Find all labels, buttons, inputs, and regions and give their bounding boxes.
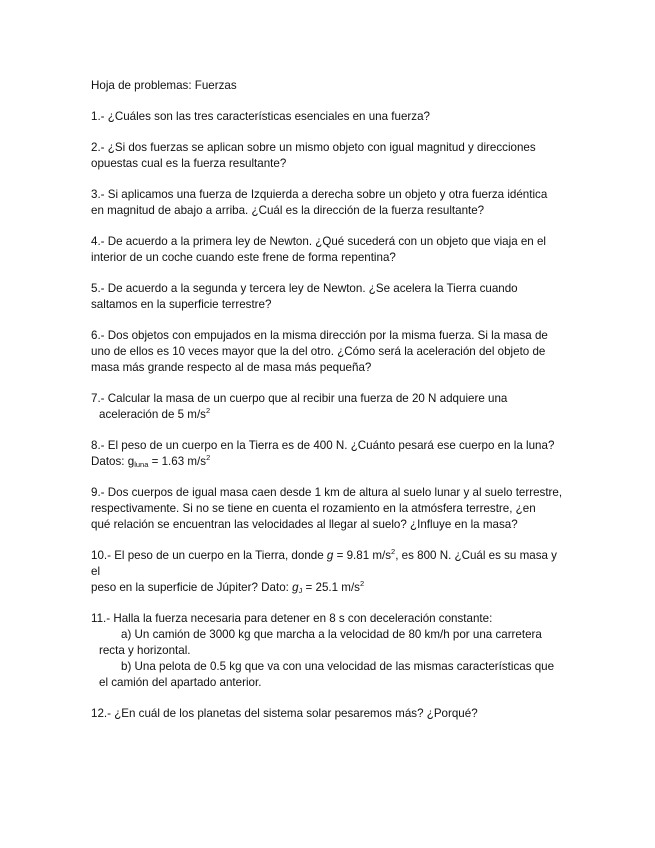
sub-question-b xyxy=(91,659,569,691)
question-line: qué relación se encuentran las velocidades al llegar al suelo? ¿Influye en la masa? xyxy=(91,518,518,531)
sub-question-line: a) Un camión de 3000 kg que marcha a la velocidad de 80 km/h por una carretera xyxy=(121,628,542,641)
question-line: 2.- ¿Si dos fuerzas se aplican sobre un mismo objeto con igual magnitud y direcciones xyxy=(91,141,536,154)
question-line xyxy=(91,580,569,596)
question-line-with-units xyxy=(91,407,569,423)
question-1 xyxy=(91,109,569,125)
exponent: 2 xyxy=(359,579,365,588)
question-line: saltamos en la superficie terrestre? xyxy=(91,298,272,311)
question-8 xyxy=(91,438,569,470)
question-text: aceleración de 5 m/s xyxy=(99,408,206,421)
question-6 xyxy=(91,328,569,376)
question-line: opuestas cual es la fuerza resultante? xyxy=(91,157,287,170)
question-text: = 25.1 m/s xyxy=(302,581,360,594)
document-title: Hoja de problemas: Fuerzas xyxy=(91,79,237,92)
question-line: uno de ellos es 10 veces mayor que la del otro. ¿Cómo será la aceleración del objeto de xyxy=(91,345,546,358)
question-line: 6.- Dos objetos con empujados en la misma dirección por la misma fuerza. Si la masa de xyxy=(91,329,548,342)
question-text: , es 800 N. ¿Cuál es su masa y el xyxy=(91,549,557,578)
question-line: respectivamente. Si no se tiene en cuenta el rozamiento en la atmósfera terrestre, ¿en xyxy=(91,502,536,515)
question-line: 11.- Halla la fuerza necesaria para detener en 8 s con deceleración constante: xyxy=(91,612,493,625)
question-7 xyxy=(91,391,569,423)
subscript: luna xyxy=(134,460,149,469)
question-5 xyxy=(91,281,569,313)
question-12 xyxy=(91,706,569,722)
question-line: 3.- Si aplicamos una fuerza de Izquierda a derecha sobre un objeto y otra fuerza idéntica xyxy=(91,188,548,201)
question-line: 12.- ¿En cuál de los planetas del sistema solar pesaremos más? ¿Porqué? xyxy=(91,707,478,720)
question-text: peso en la superficie de Júpiter? Dato: xyxy=(91,581,293,594)
subscript: J xyxy=(298,586,303,595)
question-line: 1.- ¿Cuáles son las tres características esenciales en una fuerza? xyxy=(91,110,430,123)
gravity-symbol: g xyxy=(292,581,299,594)
question-2 xyxy=(91,140,569,172)
question-line: 7.- Calcular la masa de un cuerpo que al recibir una fuerza de 20 N adquiere una xyxy=(91,392,508,405)
question-3 xyxy=(91,187,569,219)
sub-question-line: b) Una pelota de 0.5 kg que va con una velocidad de las mismas características que xyxy=(121,660,555,673)
exponent: 2 xyxy=(391,547,396,556)
sub-question-line: el camión del apartado anterior. xyxy=(99,676,262,689)
question-text: Datos: g xyxy=(91,455,135,468)
exponent: 2 xyxy=(205,406,211,415)
exponent: 2 xyxy=(206,453,211,462)
question-4 xyxy=(91,234,569,266)
question-line: 9.- Dos cuerpos de igual masa caen desde 1 km de altura al suelo lunar y al suelo terrestre, xyxy=(91,486,563,499)
question-line: 4.- De acuerdo a la primera ley de Newton. ¿Qué sucederá con un objeto que viaja en el xyxy=(91,235,546,248)
gravity-symbol: g xyxy=(326,549,334,562)
question-text: 10.- El peso de un cuerpo en la Tierra, donde xyxy=(91,549,327,562)
question-line: 8.- El peso de un cuerpo en la Tierra es de 400 N. ¿Cuánto pesará ese cuerpo en la luna? xyxy=(91,439,555,452)
sub-question-a xyxy=(91,627,569,659)
sub-question-line: recta y horizontal. xyxy=(99,644,191,657)
question-9 xyxy=(91,485,569,533)
question-line: interior de un coche cuando este frene de forma repentina? xyxy=(91,251,396,264)
question-line: 5.- De acuerdo a la segunda y tercera ley de Newton. ¿Se acelera la Tierra cuando xyxy=(91,282,518,295)
question-data-line xyxy=(91,454,569,470)
question-text: = 9.81 m/s xyxy=(333,549,392,562)
document-content xyxy=(91,78,569,737)
question-10 xyxy=(91,548,569,596)
question-line xyxy=(91,548,569,580)
question-line: en magnitud de abajo a arriba. ¿Cuál es la dirección de la fuerza resultante? xyxy=(91,204,485,217)
question-11 xyxy=(91,611,569,691)
question-line: masa más grande respecto al de masa más pequeña? xyxy=(91,361,372,374)
question-text: = 1.63 m/s xyxy=(148,455,207,468)
